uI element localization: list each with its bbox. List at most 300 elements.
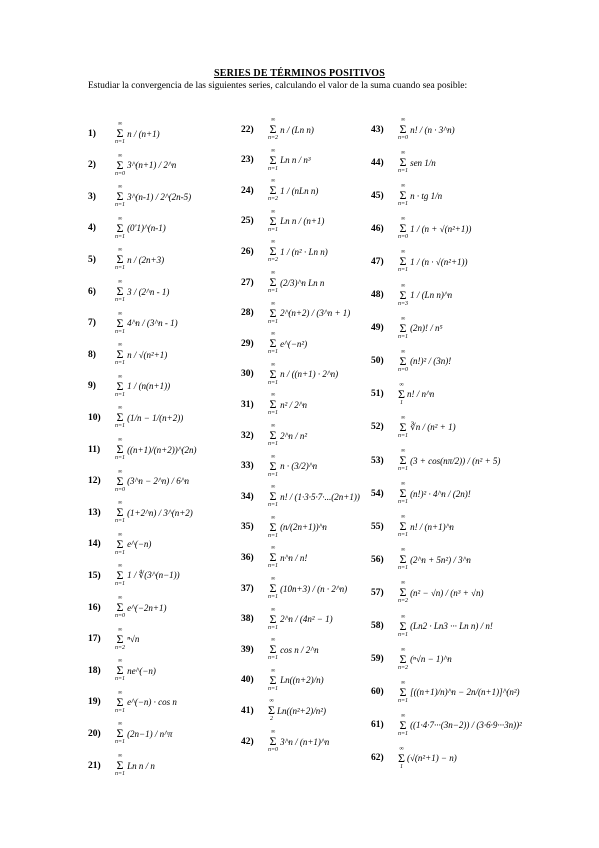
exercise-item	[241, 637, 319, 662]
sigma-icon: Σ	[116, 536, 124, 551]
series-term: n / (n+1)	[127, 128, 160, 139]
sigma-icon: Σ	[399, 717, 407, 732]
summation-sign	[398, 647, 408, 672]
sigma-icon: Σ	[399, 486, 407, 501]
series-term: (2^n + 5n²) / 3^n	[410, 554, 471, 565]
exercise-item	[371, 547, 471, 572]
upper-limit: ∞	[117, 500, 123, 507]
sigma-icon: Σ	[116, 600, 124, 614]
exercise-number: 43)	[371, 124, 384, 135]
lower-limit: n=1	[398, 201, 409, 208]
upper-limit: ∞	[400, 117, 406, 123]
series-term: (10n+3) / (n · 2^n)	[280, 583, 348, 594]
lower-limit: n=1	[398, 565, 409, 572]
exercise-number: 27)	[241, 277, 254, 288]
exercise-number: 46)	[371, 223, 384, 234]
lower-limit: n=1	[115, 139, 126, 145]
upper-limit: ∞	[400, 514, 406, 521]
exercise-number: 14)	[88, 539, 101, 550]
exercise-number: 40)	[241, 675, 254, 686]
upper-limit: ∞	[270, 239, 276, 246]
upper-limit: ∞	[400, 481, 406, 488]
exercise-number: 33)	[241, 461, 254, 472]
exercise-number: 52)	[371, 422, 384, 433]
exercise-item	[88, 563, 180, 588]
exercise-item	[88, 690, 177, 715]
exercise-number: 58)	[371, 621, 384, 631]
upper-limit: ∞	[117, 310, 123, 317]
sigma-icon: Σ	[269, 611, 277, 626]
upper-limit: ∞	[270, 576, 276, 582]
exercise-number: 9)	[88, 381, 96, 392]
lower-limit: n=0	[268, 747, 279, 753]
lower-limit: n=1	[115, 676, 126, 683]
series-term: 1 / ∜(3^(n−1))	[127, 570, 180, 581]
upper-limit: ∞	[117, 152, 123, 159]
lower-limit: n=1	[115, 423, 126, 430]
exercise-number: 39)	[241, 644, 254, 655]
series-term: (n² − √n) / (n³ + √n)	[410, 587, 484, 598]
series-term: n! / (1·3·5·7·...(2n+1))	[280, 491, 360, 502]
lower-limit: n=1	[268, 563, 279, 570]
exercise-number: 51)	[371, 389, 384, 400]
upper-limit: ∞	[270, 667, 276, 674]
upper-limit: ∞	[399, 381, 404, 388]
sigma-icon: Σ	[269, 428, 277, 442]
sigma-icon: Σ	[269, 275, 277, 289]
lower-limit: n=1	[115, 739, 126, 746]
lower-limit: n=2	[115, 644, 126, 651]
series-term: (0'1)^(n-1)	[127, 223, 166, 234]
lower-limit: n=1	[398, 432, 409, 439]
exercise-item	[371, 680, 520, 705]
upper-limit: ∞	[400, 150, 406, 157]
exercise-number: 19)	[88, 697, 101, 708]
lower-limit: n=1	[115, 707, 126, 714]
upper-limit: ∞	[117, 595, 123, 601]
exercise-item	[88, 279, 169, 304]
sigma-icon: Σ	[398, 750, 405, 765]
summation-sign	[115, 374, 125, 399]
sigma-icon: Σ	[116, 252, 124, 267]
lower-limit: 1	[399, 399, 403, 406]
upper-limit: ∞	[400, 249, 406, 256]
exercise-number: 18)	[88, 665, 101, 676]
exercise-item	[88, 532, 151, 557]
lower-limit: n=1	[398, 499, 409, 506]
exercise-number: 49)	[371, 323, 384, 334]
sigma-icon: Σ	[399, 585, 407, 600]
upper-limit: ∞	[270, 300, 276, 307]
summation-sign	[268, 576, 278, 601]
upper-limit: ∞	[117, 215, 123, 222]
upper-limit: ∞	[117, 721, 123, 728]
exercise-number: 12)	[88, 476, 101, 487]
upper-limit: ∞	[270, 178, 276, 185]
exercise-item	[241, 729, 329, 754]
upper-limit: ∞	[117, 689, 123, 696]
series-term: Ln((n²+2)/n²)	[276, 705, 326, 716]
sigma-icon: Σ	[399, 684, 407, 699]
lower-limit: n=1	[398, 168, 409, 175]
series-term: 3^n / (n+1)^n	[280, 736, 330, 747]
series-term: 3^(n-1) / 2^(2n-5)	[127, 191, 192, 202]
series-term: 1 / (n + √(n²+1))	[410, 223, 472, 234]
summation-sign	[398, 216, 408, 241]
summation-sign	[398, 448, 408, 473]
upper-limit: ∞	[400, 315, 406, 322]
upper-limit: ∞	[400, 216, 406, 223]
exercise-number: 6)	[88, 286, 96, 297]
summation-sign	[115, 342, 125, 367]
series-term: n / ((n+1) · 2^n)	[280, 369, 339, 380]
upper-limit: ∞	[270, 514, 276, 521]
series-term: (Ln2 · Ln3 ··· Ln n) / n!	[410, 621, 493, 631]
sigma-icon: Σ	[399, 122, 407, 136]
exercise-item	[241, 576, 347, 601]
exercise-number: 57)	[371, 587, 384, 598]
sigma-icon: Σ	[116, 157, 124, 172]
summation-sign	[398, 117, 408, 142]
exercise-number: 5)	[88, 254, 96, 265]
lower-limit: n=1	[268, 441, 279, 447]
exercise-item	[371, 216, 471, 241]
sigma-icon: Σ	[269, 213, 277, 228]
lower-limit: n=0	[398, 366, 409, 373]
summation-sign	[268, 392, 278, 417]
lower-limit: n=1	[268, 685, 279, 692]
exercise-number: 15)	[88, 570, 101, 581]
lower-limit: n=1	[398, 532, 409, 539]
lower-limit: n=1	[115, 518, 126, 525]
sigma-icon: Σ	[116, 284, 124, 298]
exercise-item	[371, 713, 522, 738]
summation-sign	[398, 614, 408, 639]
exercise-item	[88, 437, 196, 462]
lower-limit: 1	[399, 763, 403, 770]
lower-limit: n=1	[115, 455, 126, 461]
lower-limit: n=1	[115, 297, 126, 303]
sigma-icon: Σ	[116, 758, 124, 772]
exercise-number: 3)	[88, 191, 96, 202]
lower-limit: n=1	[115, 771, 126, 777]
sigma-icon: Σ	[269, 458, 277, 473]
sigma-icon: Σ	[399, 320, 407, 335]
sigma-icon: Σ	[269, 366, 277, 381]
sigma-icon: Σ	[116, 568, 124, 583]
exercise-item	[241, 607, 333, 632]
series-term: (n!)² / (3n)!	[410, 356, 452, 367]
upper-limit: ∞	[270, 147, 276, 154]
exercise-number: 38)	[241, 614, 254, 625]
series-term: 2^n / (4n² − 1)	[280, 614, 333, 625]
lower-limit: n=1	[398, 333, 409, 340]
summation-sign	[398, 382, 405, 407]
sigma-icon: Σ	[399, 353, 407, 368]
lower-limit: n=1	[268, 379, 279, 386]
sigma-icon: Σ	[116, 315, 124, 330]
exercise-number: 44)	[371, 157, 384, 168]
series-term: Ln n / (n+1)	[280, 216, 325, 227]
sigma-icon: Σ	[269, 550, 277, 565]
summation-sign	[115, 437, 125, 462]
summation-sign	[115, 184, 125, 209]
lower-limit: 2	[269, 716, 273, 723]
exercise-item	[371, 647, 452, 672]
upper-limit: ∞	[270, 423, 276, 429]
exercise-item	[88, 721, 172, 746]
exercise-item	[241, 270, 324, 295]
sigma-icon: Σ	[116, 505, 124, 520]
lower-limit: n=1	[268, 502, 279, 509]
exercise-item	[88, 469, 189, 494]
instructions: Estudiar la convergencia de las siguientes series, calculando el valor de la suma cuando sea posible:	[88, 81, 468, 91]
upper-limit: ∞	[117, 279, 123, 285]
series-term: (2n−1) / n^π	[127, 728, 173, 739]
lower-limit: n=1	[115, 233, 126, 240]
lower-limit: n=1	[268, 594, 279, 600]
exercise-number: 50)	[371, 356, 384, 367]
series-term: n · tg 1/n	[410, 190, 443, 201]
series-term: (3 + cos(nπ/2)) / (n² + 5)	[410, 455, 501, 466]
lower-limit: n=0	[398, 135, 409, 141]
series-term: (√(n²+1) − n)	[406, 753, 457, 764]
series-term: 1 / (Ln n)^n	[410, 290, 453, 300]
sigma-icon: Σ	[269, 183, 277, 198]
exercise-item	[371, 316, 443, 341]
exercise-item	[371, 614, 493, 639]
upper-limit: ∞	[399, 745, 404, 752]
series-term: n / (2n+3)	[127, 254, 165, 265]
exercise-item	[88, 627, 139, 652]
upper-limit: ∞	[270, 484, 276, 491]
series-term: n · (3/2)^n	[280, 461, 318, 472]
sigma-icon: Σ	[116, 410, 124, 425]
sigma-icon: Σ	[399, 287, 407, 302]
summation-sign	[398, 249, 408, 274]
summation-sign	[115, 721, 125, 746]
lower-limit: n=1	[398, 466, 409, 472]
series-term: e^(−n)	[127, 539, 152, 550]
series-term: n! / n^n	[406, 389, 435, 400]
exercise-item	[241, 484, 360, 509]
series-term: sen 1/n	[410, 157, 436, 168]
lower-limit: n=1	[268, 624, 279, 631]
lower-limit: n=0	[115, 486, 126, 493]
exercise-item	[88, 216, 166, 241]
series-term: 1 / (nLn n)	[280, 185, 319, 196]
lower-limit: n=1	[268, 471, 279, 478]
summation-sign	[398, 481, 408, 506]
exercise-number: 53)	[371, 455, 384, 466]
sigma-icon: Σ	[116, 663, 124, 678]
lower-limit: n=1	[398, 730, 409, 737]
upper-limit: ∞	[270, 729, 276, 735]
summation-sign	[115, 753, 125, 778]
sigma-icon: Σ	[398, 386, 405, 401]
sigma-icon: Σ	[116, 126, 124, 140]
lower-limit: n=1	[115, 328, 126, 335]
exercise-item	[371, 117, 455, 142]
exercise-item	[88, 311, 178, 336]
summation-sign	[398, 415, 408, 440]
lower-limit: n=1	[115, 549, 126, 556]
series-term: (2n)! / n⁵	[410, 323, 443, 334]
exercise-item	[241, 148, 311, 173]
lower-limit: n=0	[398, 234, 409, 241]
series-term: (1/n − 1/(n+2))	[127, 412, 184, 423]
exercise-number: 28)	[241, 308, 254, 319]
lower-limit: n=1	[115, 360, 126, 367]
upper-limit: ∞	[117, 753, 123, 759]
series-term: n / √(n²+1)	[127, 349, 168, 360]
exercise-item	[371, 746, 457, 771]
lower-limit: n=1	[115, 391, 126, 398]
exercise-item	[88, 753, 155, 778]
upper-limit: ∞	[270, 361, 276, 368]
summation-sign	[268, 117, 278, 142]
lower-limit: n=2	[398, 598, 409, 605]
sigma-icon: Σ	[399, 221, 407, 236]
summation-sign	[268, 454, 278, 479]
exercise-number: 30)	[241, 369, 254, 380]
exercise-item	[241, 423, 307, 448]
summation-sign	[398, 349, 408, 374]
sigma-icon: Σ	[116, 347, 124, 362]
exercise-number: 7)	[88, 318, 96, 329]
summation-sign	[115, 247, 125, 272]
exercise-item	[241, 239, 328, 264]
summation-sign	[268, 362, 278, 387]
summation-sign	[398, 283, 408, 308]
lower-limit: n=2	[268, 135, 279, 141]
upper-limit: ∞	[270, 208, 276, 215]
lower-limit: n=1	[115, 265, 126, 272]
series-term: Ln n / n³	[280, 155, 311, 166]
exercise-item	[88, 595, 167, 620]
summation-sign	[115, 658, 125, 683]
summation-sign	[268, 209, 278, 234]
sigma-icon: Σ	[116, 631, 124, 646]
exercise-item	[371, 283, 452, 308]
exercise-number: 8)	[88, 349, 96, 360]
summation-sign	[268, 698, 275, 723]
sigma-icon: Σ	[116, 442, 124, 456]
lower-limit: n=2	[268, 196, 279, 203]
exercise-item	[88, 658, 156, 683]
summation-sign	[115, 216, 125, 241]
exercise-number: 59)	[371, 654, 384, 665]
sigma-icon: Σ	[269, 519, 277, 534]
exercise-number: 48)	[371, 290, 384, 300]
summation-sign	[268, 331, 278, 356]
lower-limit: n=1	[268, 349, 279, 356]
sigma-icon: Σ	[116, 378, 124, 393]
summation-sign	[268, 423, 278, 448]
upper-limit: ∞	[400, 183, 406, 190]
upper-limit: ∞	[117, 184, 123, 191]
exercise-number: 23)	[241, 155, 254, 166]
summation-sign	[115, 595, 125, 620]
upper-limit: ∞	[117, 247, 123, 254]
exercise-number: 47)	[371, 256, 384, 267]
sigma-icon: Σ	[399, 519, 407, 534]
summation-sign	[268, 729, 278, 754]
lower-limit: n=3	[398, 300, 409, 307]
series-term: ((1·4·7···(3n−2)) / (3·6·9···3n))²	[410, 720, 522, 731]
series-term: 2^(n+2) / (3^n + 1)	[280, 308, 351, 319]
summation-sign	[115, 405, 125, 430]
exercise-item	[371, 349, 451, 374]
series-term: ne^(−n)	[127, 665, 156, 676]
sigma-icon: Σ	[269, 581, 277, 595]
series-term: n² / 2^n	[280, 399, 308, 410]
exercise-number: 35)	[241, 522, 254, 533]
sigma-icon: Σ	[269, 122, 277, 136]
exercise-item	[88, 342, 167, 367]
upper-limit: ∞	[270, 270, 276, 276]
sigma-icon: Σ	[116, 726, 124, 741]
lower-limit: n=2	[268, 257, 279, 264]
series-term: (1+2^n) / 3^(n+2)	[127, 507, 193, 518]
lower-limit: n=1	[398, 631, 409, 638]
upper-limit: ∞	[117, 121, 123, 127]
series-term: n^n / n!	[280, 552, 308, 563]
series-term: [((n+1)/n)^n − 2n/(n+1)]^(n²)	[410, 687, 520, 698]
lower-limit: n=1	[268, 288, 279, 294]
sigma-icon: Σ	[399, 188, 407, 203]
summation-sign	[115, 690, 125, 715]
exercise-number: 24)	[241, 185, 254, 196]
upper-limit: ∞	[117, 563, 123, 570]
series-term: ⁿ√n	[127, 634, 140, 645]
upper-limit: ∞	[400, 547, 406, 554]
summation-sign	[115, 627, 125, 652]
series-term: 3 / (2^n - 1)	[127, 286, 170, 297]
sigma-icon: Σ	[116, 189, 124, 204]
summation-sign	[398, 183, 408, 208]
lower-limit: n=1	[268, 226, 279, 233]
summation-sign	[115, 563, 125, 588]
summation-sign	[398, 150, 408, 175]
exercise-item	[371, 183, 442, 208]
exercise-item	[371, 249, 468, 274]
exercise-item	[241, 209, 324, 234]
sigma-icon: Σ	[269, 672, 277, 687]
exercise-number: 41)	[241, 705, 254, 716]
series-term: e^(−2n+1)	[127, 602, 167, 613]
exercise-number: 34)	[241, 491, 254, 502]
series-term: 1 / (n · √(n²+1))	[410, 256, 468, 267]
sigma-icon: Σ	[268, 703, 275, 718]
sigma-icon: Σ	[399, 651, 407, 666]
series-term: (3^n − 2^n) / 6^n	[127, 476, 190, 487]
exercise-number: 1)	[88, 128, 96, 139]
exercise-number: 29)	[241, 338, 254, 349]
series-term: n / (Ln n)	[280, 124, 314, 135]
exercise-item	[88, 405, 183, 430]
lower-limit: n=1	[398, 697, 409, 704]
sigma-icon: Σ	[399, 552, 407, 567]
upper-limit: ∞	[270, 606, 276, 613]
exercise-item	[88, 153, 176, 178]
upper-limit: ∞	[400, 580, 406, 587]
series-term: (ⁿ√n − 1)^n	[410, 654, 452, 665]
page-title: SERIES DE TÉRMINOS POSITIVOS	[213, 68, 386, 79]
series-term: (n!)² · 4^n / (2n)!	[410, 488, 471, 499]
sigma-icon: Σ	[399, 453, 407, 467]
upper-limit: ∞	[400, 348, 406, 355]
